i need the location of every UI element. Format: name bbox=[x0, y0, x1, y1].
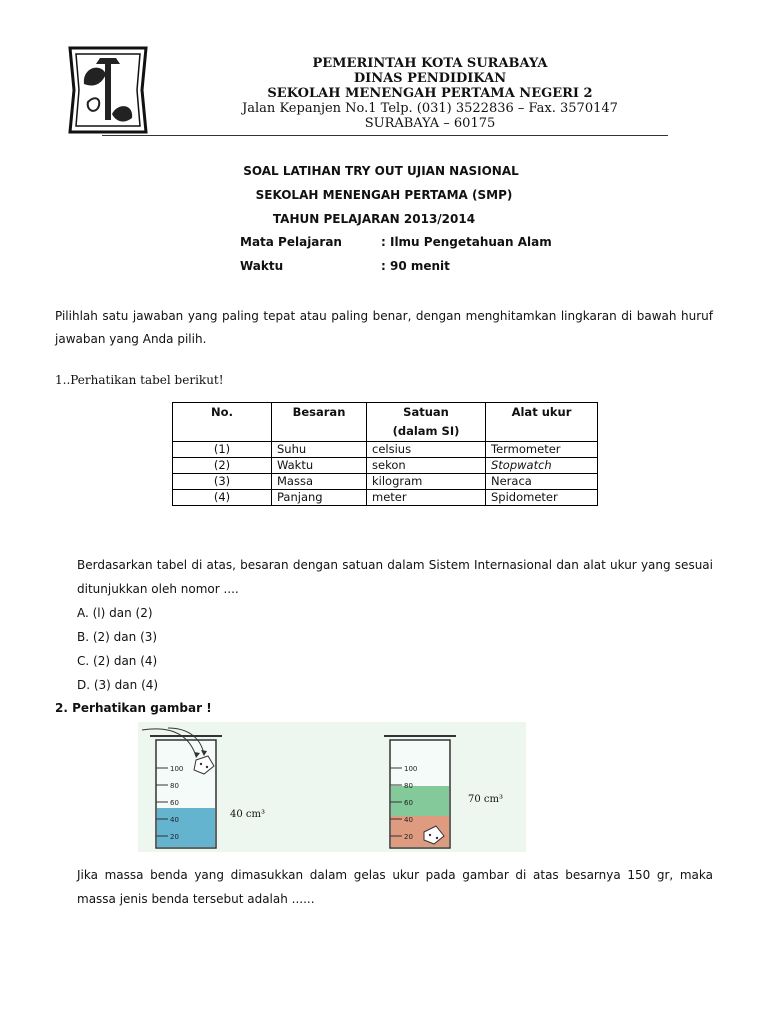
right-tick-40: 40 bbox=[404, 816, 413, 824]
right-tick-60: 60 bbox=[404, 799, 413, 807]
exam-title-1: SOAL LATIHAN TRY OUT UJIAN NASIONAL bbox=[243, 164, 519, 178]
table-header-row bbox=[173, 403, 598, 442]
cell-no: (1) bbox=[173, 442, 272, 458]
table-row bbox=[173, 474, 598, 490]
q1-option-c: C. (2) dan (4) bbox=[77, 654, 158, 668]
q1-option-b: B. (2) dan (3) bbox=[77, 630, 158, 644]
measuring-cylinders-figure bbox=[138, 722, 526, 852]
right-volume-label: 70 cm³ bbox=[468, 794, 503, 805]
subject-value: : Ilmu Pengetahuan Alam bbox=[381, 235, 552, 249]
header-satuan-si: (dalam SI) bbox=[392, 424, 460, 438]
cell-besaran: Massa bbox=[272, 474, 367, 490]
header-satuan-label: Satuan bbox=[403, 405, 449, 419]
subject-label: Mata Pelajaran bbox=[240, 235, 342, 249]
q1-option-d: D. (3) dan (4) bbox=[77, 678, 159, 692]
time-value: : 90 menit bbox=[381, 259, 450, 273]
table-row bbox=[173, 458, 598, 474]
header-alat-ukur: Alat ukur bbox=[486, 403, 598, 442]
letterhead-divider bbox=[102, 135, 668, 136]
left-tick-20: 20 bbox=[170, 833, 179, 841]
header-no: No. bbox=[173, 403, 272, 442]
cell-alat-ukur: Stopwatch bbox=[486, 458, 598, 474]
left-volume-label: 40 cm³ bbox=[230, 809, 265, 820]
left-tick-40: 40 bbox=[170, 816, 179, 824]
right-tick-80: 80 bbox=[404, 782, 413, 790]
left-tick-60: 60 bbox=[170, 799, 179, 807]
table-row bbox=[173, 442, 598, 458]
letterhead-address: Jalan Kepanjen No.1 Telp. (031) 3522836 – Fax. 3570147 bbox=[242, 101, 618, 116]
table-row bbox=[173, 490, 598, 506]
header-besaran: Besaran bbox=[272, 403, 367, 442]
right-tick-20: 20 bbox=[404, 833, 413, 841]
exam-title-2: SEKOLAH MENENGAH PERTAMA (SMP) bbox=[255, 188, 513, 202]
letterhead-line-3: SEKOLAH MENENGAH PERTAMA NEGERI 2 bbox=[267, 86, 593, 101]
right-cylinder bbox=[384, 736, 456, 848]
q2-question: Jika massa benda yang dimasukkan dalam gelas ukur pada gambar di atas besarnya 150 gr, maka massa jenis benda tersebut adalah ...... bbox=[77, 868, 713, 906]
instructions: Pilihlah satu jawaban yang paling tepat atau paling benar, dengan menghitamkan lingkaran di bawah huruf jawaban yang Anda pilih. bbox=[55, 309, 713, 346]
left-tick-80: 80 bbox=[170, 782, 179, 790]
time-label: Waktu bbox=[240, 259, 284, 273]
cell-satuan: kilogram bbox=[367, 474, 486, 490]
cell-satuan: sekon bbox=[367, 458, 486, 474]
cell-besaran: Panjang bbox=[272, 490, 367, 506]
cell-satuan: meter bbox=[367, 490, 486, 506]
letterhead-city: SURABAYA – 60175 bbox=[364, 116, 496, 131]
letterhead-line-1: PEMERINTAH KOTA SURABAYA bbox=[312, 56, 548, 71]
cell-besaran: Waktu bbox=[272, 458, 367, 474]
q1-option-a: A. (l) dan (2) bbox=[77, 606, 153, 620]
cell-alat-ukur: Spidometer bbox=[486, 490, 598, 506]
q1-question: Berdasarkan tabel di atas, besaran dengan satuan dalam Sistem Internasional dan alat ukur yang sesuai ditunjukkan oleh nomor .... bbox=[77, 558, 713, 596]
cell-no: (4) bbox=[173, 490, 272, 506]
cell-no: (3) bbox=[173, 474, 272, 490]
q1-table bbox=[172, 402, 598, 506]
cell-alat-ukur: Neraca bbox=[486, 474, 598, 490]
cell-alat-ukur: Termometer bbox=[486, 442, 598, 458]
city-emblem-logo bbox=[62, 44, 154, 136]
header-satuan bbox=[367, 403, 486, 442]
q2-prompt: 2. Perhatikan gambar ! bbox=[55, 701, 212, 715]
cell-besaran: Suhu bbox=[272, 442, 367, 458]
letterhead-line-2: DINAS PENDIDIKAN bbox=[353, 71, 507, 86]
cell-satuan: celsius bbox=[367, 442, 486, 458]
right-tick-100: 100 bbox=[404, 765, 418, 773]
exam-title-3: TAHUN PELAJARAN 2013/2014 bbox=[272, 212, 476, 226]
cell-no: (2) bbox=[173, 458, 272, 474]
q1-prompt: 1..Perhatikan tabel berikut! bbox=[55, 373, 224, 387]
left-tick-100: 100 bbox=[170, 765, 184, 773]
